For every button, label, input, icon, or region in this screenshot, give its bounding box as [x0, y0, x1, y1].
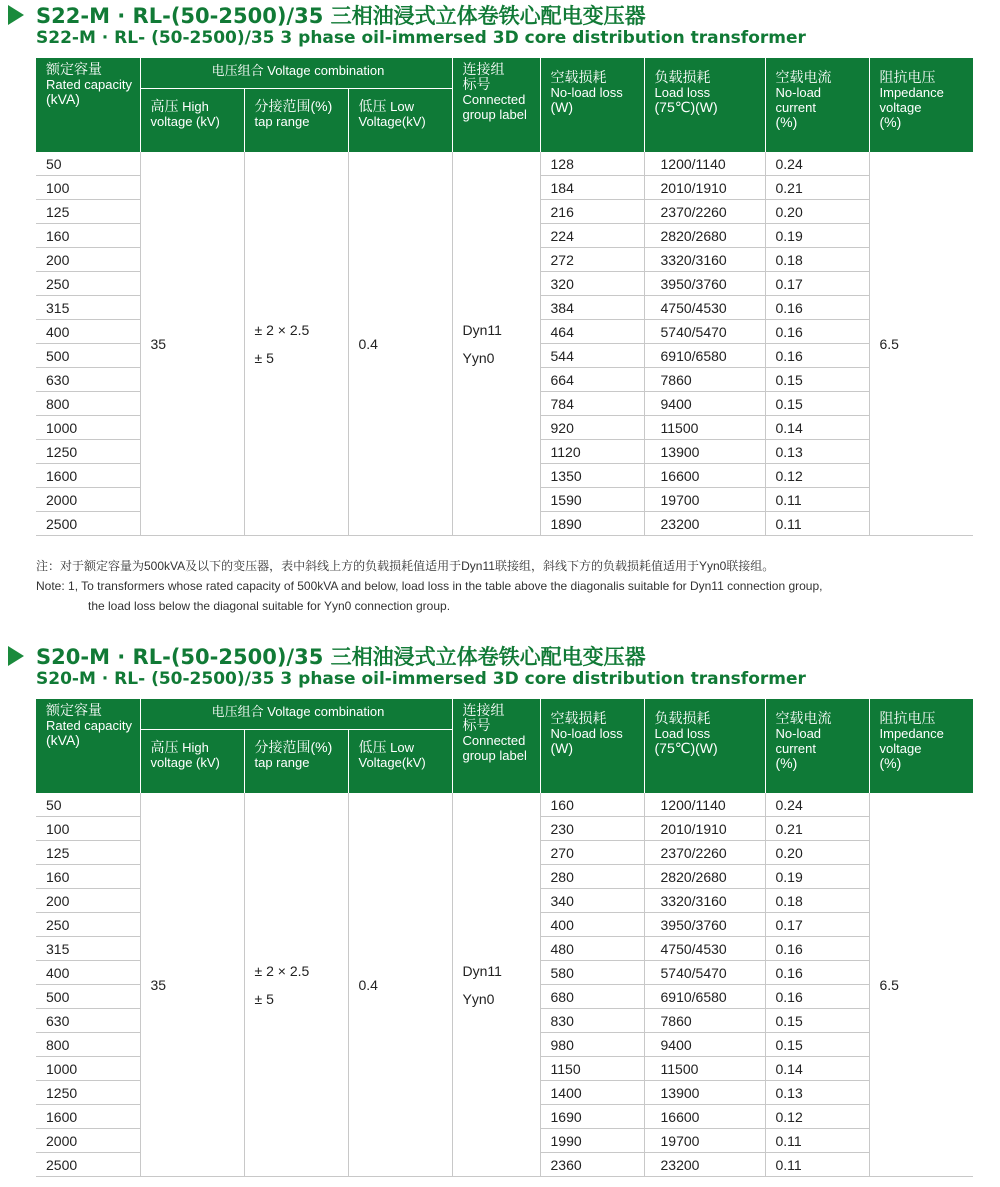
title-english: S20-M · RL- (50-2500)/35 3 phase oil-immersed 3D core distribution transformer [36, 669, 806, 689]
cell-load-loss: 5740/5470 [644, 961, 765, 985]
cell-no-load-current: 0.20 [765, 841, 869, 865]
cell-no-load-loss: 1890 [540, 512, 644, 536]
cell-no-load-loss: 784 [540, 392, 644, 416]
cell-rated-capacity: 500 [36, 344, 140, 368]
cell-rated-capacity: 100 [36, 817, 140, 841]
cell-no-load-loss: 1990 [540, 1129, 644, 1153]
title-chinese: S22-M · RL-(50-2500)/35 三相油浸式立体卷铁心配电变压器 [36, 4, 646, 28]
table-note [36, 556, 823, 616]
header-rated-capacity: 额定容量 Rated capacity (kVA) [36, 58, 140, 152]
cell-no-load-loss: 230 [540, 817, 644, 841]
spec-table [36, 58, 973, 536]
table-body [36, 152, 973, 536]
header-load-loss: 负载损耗 Load loss (75℃)(W) [644, 58, 765, 152]
cell-rated-capacity: 100 [36, 176, 140, 200]
cell-no-load-current: 0.11 [765, 488, 869, 512]
cell-no-load-loss: 1120 [540, 440, 644, 464]
header-high-voltage: 高压 High voltage (kV) [140, 730, 244, 794]
cell-rated-capacity: 160 [36, 865, 140, 889]
cell-load-loss: 4750/4530 [644, 296, 765, 320]
note-english-line1: Note: 1, To transformers whose rated capacity of 500kVA and below, load loss in the table above the diagonalis suitable for Dyn11 connection group, [36, 579, 823, 593]
cell-no-load-loss: 184 [540, 176, 644, 200]
cell-rated-capacity: 1250 [36, 1081, 140, 1105]
section-s22 [0, 0, 1000, 532]
cell-load-loss: 7860 [644, 1009, 765, 1033]
cell-load-loss: 2010/1910 [644, 817, 765, 841]
cell-rated-capacity: 250 [36, 913, 140, 937]
cell-load-loss: 2010/1910 [644, 176, 765, 200]
cell-no-load-loss: 980 [540, 1033, 644, 1057]
cell-load-loss: 9400 [644, 392, 765, 416]
cell-rated-capacity: 200 [36, 248, 140, 272]
cell-rated-capacity: 1600 [36, 464, 140, 488]
lv-value: 0.4 [358, 335, 378, 352]
cell-load-loss: 3320/3160 [644, 889, 765, 913]
cell-load-loss: 9400 [644, 1033, 765, 1057]
tap-value-2: ± 5 [254, 990, 274, 1007]
cell-no-load-current: 0.13 [765, 1081, 869, 1105]
cell-rated-capacity: 630 [36, 368, 140, 392]
cell-no-load-loss: 1150 [540, 1057, 644, 1081]
cell-rated-capacity: 630 [36, 1009, 140, 1033]
cell-impedance-voltage: 6.5 [869, 793, 973, 1177]
header-rated-capacity: 额定容量 Rated capacity (kVA) [36, 699, 140, 793]
cell-load-loss: 13900 [644, 440, 765, 464]
header-voltage-combination: 电压组合 Voltage combination [140, 699, 452, 730]
section-title [0, 0, 1000, 58]
cell-no-load-current: 0.20 [765, 200, 869, 224]
conn-value-2: Yyn0 [462, 990, 495, 1007]
cell-impedance-voltage: 6.5 [869, 152, 973, 536]
cell-rated-capacity: 160 [36, 224, 140, 248]
header-no-load-loss: 空载损耗 No-load loss (W) [540, 58, 644, 152]
cell-rated-capacity: 400 [36, 961, 140, 985]
cell-no-load-loss: 160 [540, 793, 644, 817]
cell-no-load-loss: 1690 [540, 1105, 644, 1129]
cell-load-loss: 3320/3160 [644, 248, 765, 272]
cell-no-load-current: 0.16 [765, 296, 869, 320]
cell-rated-capacity: 200 [36, 889, 140, 913]
cell-load-loss: 16600 [644, 464, 765, 488]
cell-load-loss: 1200/1140 [644, 793, 765, 817]
cell-load-loss: 23200 [644, 1153, 765, 1177]
cell-rated-capacity: 2500 [36, 512, 140, 536]
table-row [36, 152, 973, 176]
cell-no-load-current: 0.13 [765, 440, 869, 464]
conn-value-1: Dyn11 [462, 321, 502, 338]
cell-load-loss: 3950/3760 [644, 272, 765, 296]
cell-no-load-loss: 544 [540, 344, 644, 368]
cell-rated-capacity: 50 [36, 152, 140, 176]
cell-no-load-loss: 340 [540, 889, 644, 913]
cell-rated-capacity: 1600 [36, 1105, 140, 1129]
spec-table [36, 699, 973, 1177]
header-no-load-current: 空载电流 No-load current (%) [765, 58, 869, 152]
cell-no-load-loss: 1400 [540, 1081, 644, 1105]
cell-rated-capacity: 315 [36, 937, 140, 961]
cell-no-load-loss: 216 [540, 200, 644, 224]
header-connection-group: 连接组 标号 Connected group label [452, 58, 540, 152]
tap-value-2: ± 5 [254, 349, 274, 366]
cell-no-load-current: 0.14 [765, 416, 869, 440]
cell-no-load-current: 0.24 [765, 152, 869, 176]
section-title [0, 641, 1000, 699]
cell-no-load-current: 0.15 [765, 392, 869, 416]
lv-value: 0.4 [358, 976, 378, 993]
cell-load-loss: 19700 [644, 488, 765, 512]
cell-tap-range [244, 793, 348, 1177]
cell-no-load-current: 0.19 [765, 224, 869, 248]
cell-high-voltage [140, 793, 244, 1177]
cell-no-load-loss: 384 [540, 296, 644, 320]
cell-no-load-loss: 680 [540, 985, 644, 1009]
cell-no-load-current: 0.16 [765, 985, 869, 1009]
cell-no-load-current: 0.11 [765, 512, 869, 536]
table-body [36, 793, 973, 1177]
cell-no-load-loss: 1350 [540, 464, 644, 488]
note-english-line2: the load loss below the diagonal suitable for Yyn0 connection group. [88, 599, 451, 613]
cell-load-loss: 16600 [644, 1105, 765, 1129]
cell-load-loss: 23200 [644, 512, 765, 536]
cell-rated-capacity: 800 [36, 392, 140, 416]
cell-no-load-loss: 480 [540, 937, 644, 961]
cell-no-load-current: 0.24 [765, 793, 869, 817]
cell-no-load-loss: 920 [540, 416, 644, 440]
cell-no-load-current: 0.16 [765, 320, 869, 344]
cell-no-load-current: 0.21 [765, 176, 869, 200]
cell-load-loss: 2370/2260 [644, 841, 765, 865]
cell-low-voltage [348, 152, 452, 536]
cell-tap-range [244, 152, 348, 536]
cell-no-load-loss: 830 [540, 1009, 644, 1033]
header-impedance-voltage: 阻抗电压 Impedance voltage (%) [869, 58, 973, 152]
hv-value: 35 [150, 335, 167, 352]
cell-rated-capacity: 125 [36, 841, 140, 865]
cell-no-load-current: 0.16 [765, 344, 869, 368]
cell-no-load-current: 0.16 [765, 961, 869, 985]
cell-no-load-current: 0.11 [765, 1153, 869, 1177]
cell-load-loss: 2820/2680 [644, 224, 765, 248]
header-load-loss: 负载损耗 Load loss (75℃)(W) [644, 699, 765, 793]
header-connection-group: 连接组 标号 Connected group label [452, 699, 540, 793]
header-no-load-current: 空载电流 No-load current (%) [765, 699, 869, 793]
cell-connection-group [452, 793, 540, 1177]
cell-no-load-loss: 464 [540, 320, 644, 344]
cell-no-load-current: 0.19 [765, 865, 869, 889]
cell-rated-capacity: 2000 [36, 1129, 140, 1153]
cell-connection-group [452, 152, 540, 536]
cell-load-loss: 13900 [644, 1081, 765, 1105]
cell-load-loss: 4750/4530 [644, 937, 765, 961]
header-high-voltage: 高压 High voltage (kV) [140, 89, 244, 153]
cell-no-load-current: 0.21 [765, 817, 869, 841]
hv-value: 35 [150, 976, 167, 993]
cell-no-load-current: 0.12 [765, 1105, 869, 1129]
cell-load-loss: 1200/1140 [644, 152, 765, 176]
cell-low-voltage [348, 793, 452, 1177]
cell-rated-capacity: 2500 [36, 1153, 140, 1177]
cell-rated-capacity: 1250 [36, 440, 140, 464]
title-chinese: S20-M · RL-(50-2500)/35 三相油浸式立体卷铁心配电变压器 [36, 645, 646, 669]
table-row [36, 793, 973, 817]
section-s20 [0, 641, 1000, 1173]
cell-no-load-loss: 272 [540, 248, 644, 272]
header-tap-range: 分接范围(%) tap range [244, 89, 348, 153]
cell-rated-capacity: 800 [36, 1033, 140, 1057]
cell-load-loss: 3950/3760 [644, 913, 765, 937]
cell-no-load-loss: 2360 [540, 1153, 644, 1177]
cell-no-load-loss: 664 [540, 368, 644, 392]
cell-rated-capacity: 2000 [36, 488, 140, 512]
cell-no-load-current: 0.15 [765, 368, 869, 392]
cell-no-load-loss: 270 [540, 841, 644, 865]
cell-rated-capacity: 400 [36, 320, 140, 344]
cell-load-loss: 6910/6580 [644, 985, 765, 1009]
cell-no-load-current: 0.12 [765, 464, 869, 488]
cell-no-load-loss: 224 [540, 224, 644, 248]
cell-load-loss: 19700 [644, 1129, 765, 1153]
triangle-arrow-icon [8, 5, 24, 25]
header-voltage-combination: 电压组合 Voltage combination [140, 58, 452, 89]
cell-rated-capacity: 125 [36, 200, 140, 224]
cell-load-loss: 11500 [644, 1057, 765, 1081]
header-impedance-voltage: 阻抗电压 Impedance voltage (%) [869, 699, 973, 793]
cell-rated-capacity: 1000 [36, 416, 140, 440]
cell-no-load-loss: 280 [540, 865, 644, 889]
note-chinese: 注：对于额定容量为500kVA及以下的变压器，表中斜线上方的负载损耗值适用于Dyn11联接组，斜线下方的负载损耗值适用于Yyn0联接组。 [36, 559, 775, 573]
cell-rated-capacity: 250 [36, 272, 140, 296]
cell-rated-capacity: 500 [36, 985, 140, 1009]
conn-value-2: Yyn0 [462, 349, 495, 366]
cell-load-loss: 5740/5470 [644, 320, 765, 344]
cell-no-load-current: 0.16 [765, 937, 869, 961]
cell-load-loss: 2370/2260 [644, 200, 765, 224]
cell-no-load-loss: 320 [540, 272, 644, 296]
header-no-load-loss: 空载损耗 No-load loss (W) [540, 699, 644, 793]
cell-no-load-loss: 400 [540, 913, 644, 937]
cell-no-load-loss: 1590 [540, 488, 644, 512]
cell-no-load-current: 0.14 [765, 1057, 869, 1081]
cell-no-load-current: 0.11 [765, 1129, 869, 1153]
title-english: S22-M · RL- (50-2500)/35 3 phase oil-immersed 3D core distribution transformer [36, 28, 806, 48]
cell-rated-capacity: 315 [36, 296, 140, 320]
conn-value-1: Dyn11 [462, 962, 502, 979]
cell-load-loss: 7860 [644, 368, 765, 392]
cell-load-loss: 2820/2680 [644, 865, 765, 889]
cell-no-load-current: 0.17 [765, 272, 869, 296]
cell-no-load-current: 0.18 [765, 248, 869, 272]
header-low-voltage: 低压 Low Voltage(kV) [348, 730, 452, 794]
cell-load-loss: 11500 [644, 416, 765, 440]
cell-no-load-current: 0.18 [765, 889, 869, 913]
triangle-arrow-icon [8, 646, 24, 666]
cell-rated-capacity: 50 [36, 793, 140, 817]
cell-no-load-current: 0.15 [765, 1009, 869, 1033]
cell-no-load-current: 0.15 [765, 1033, 869, 1057]
cell-no-load-loss: 580 [540, 961, 644, 985]
cell-no-load-current: 0.17 [765, 913, 869, 937]
cell-high-voltage [140, 152, 244, 536]
cell-no-load-loss: 128 [540, 152, 644, 176]
header-tap-range: 分接范围(%) tap range [244, 730, 348, 794]
tap-value-1: ± 2 × 2.5 [254, 962, 310, 979]
cell-rated-capacity: 1000 [36, 1057, 140, 1081]
tap-value-1: ± 2 × 2.5 [254, 321, 310, 338]
cell-load-loss: 6910/6580 [644, 344, 765, 368]
header-low-voltage: 低压 Low Voltage(kV) [348, 89, 452, 153]
